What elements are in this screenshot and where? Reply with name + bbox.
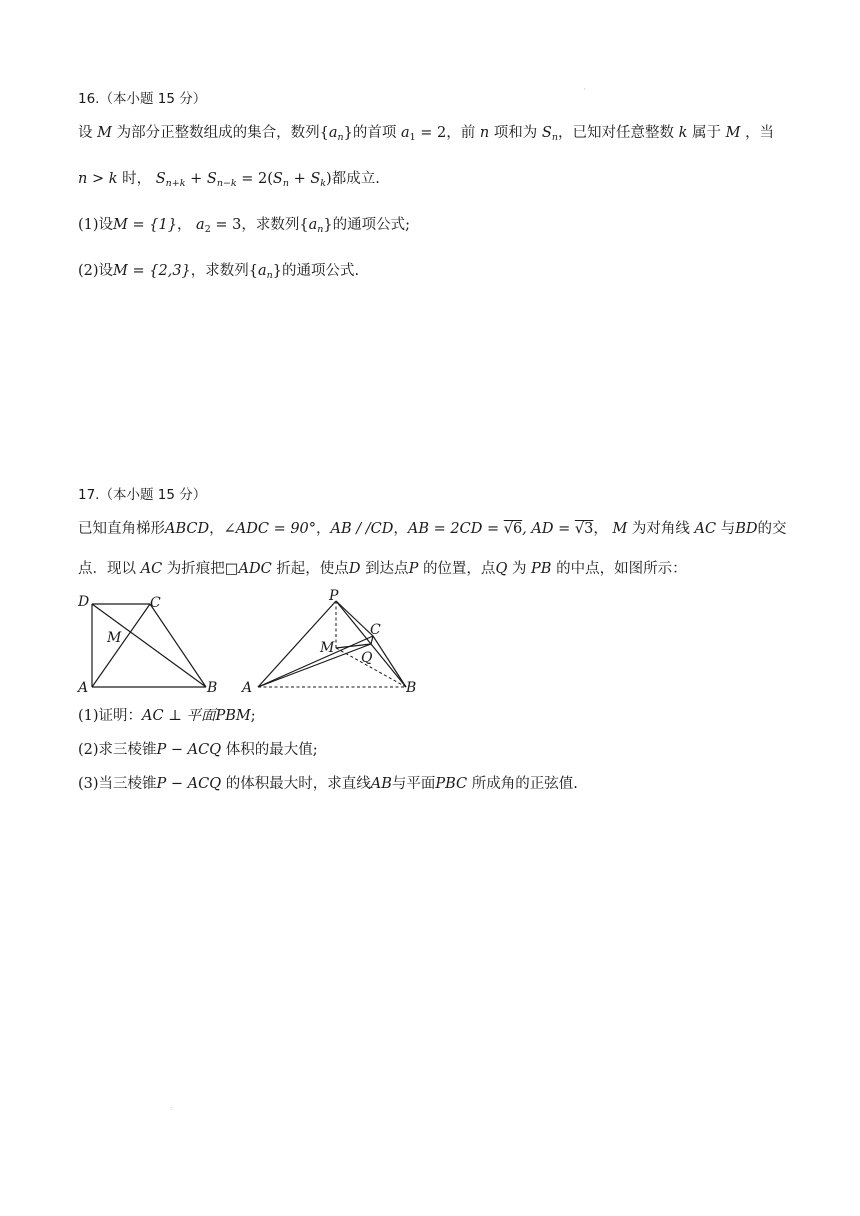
figure-pyramid [236,585,426,700]
label-B: B [406,680,417,696]
q17-line2: 点．现以 AC 为折痕把□ADC 折起，使点D 到达点P 的位置，点Q 为 PB 的中点，如图所示： [78,561,687,577]
q16-intro-line1: 设 M 为部分正整数组成的集合，数列$\{a_n\}$的首项 $a_1 = 2$，前 n 项和为 $S_n$，已知对任意整数 k 属于 M ，当 [78,125,775,143]
edge-AC [258,636,373,687]
edge-AQ [258,644,371,687]
label-A: A [78,680,89,696]
q17-line1: 已知直角梯形ABCD，∠ADC = 90°，AB / /CD，AB = 2CD = √6, AD = √3， M 为对角线 AC 与BD的交 [78,521,787,537]
q17-part1: (1)证明：AC ⊥ 平面PBM; [78,708,256,724]
label-M: M [107,630,122,646]
q16-part2: (2)设M = {2,3}，求数列$\{a_n\}$的通项公式. [78,263,360,281]
label-C: C [150,595,161,611]
figure-trapezoid [70,590,230,700]
label-D: D [78,594,90,610]
q16-heading: 16.（本小题 15 分） [78,91,207,107]
scan-mark: : [170,1105,173,1112]
label-M: M [320,640,335,656]
label-B: B [207,680,218,696]
label-C: C [370,622,381,638]
edge-CB [373,636,406,687]
q17-heading: 17.（本小题 15 分） [78,487,207,503]
q17-part3: (3)当三棱锥P − ACQ 的体积最大时，求直线AB与平面PBC 所成角的正弦值. [78,776,578,792]
q17-part2: (2)求三棱锥P − ACQ 体积的最大值; [78,742,318,758]
label-P: P [329,588,339,604]
edge-CB [150,604,206,687]
label-A: A [242,680,253,696]
scan-mark: ' [584,88,586,95]
edge-PC [336,601,373,636]
q16-part1: (1)设M = {1}， $a_2 = 3$，求数列$\{a_n\}$的通项公式; [78,217,410,235]
label-Q: Q [361,650,373,666]
q16-condition-line: n > k 时， $S_{n+k} + S_{n-k} = 2(S_n + S_k)$都成立. [78,171,380,189]
